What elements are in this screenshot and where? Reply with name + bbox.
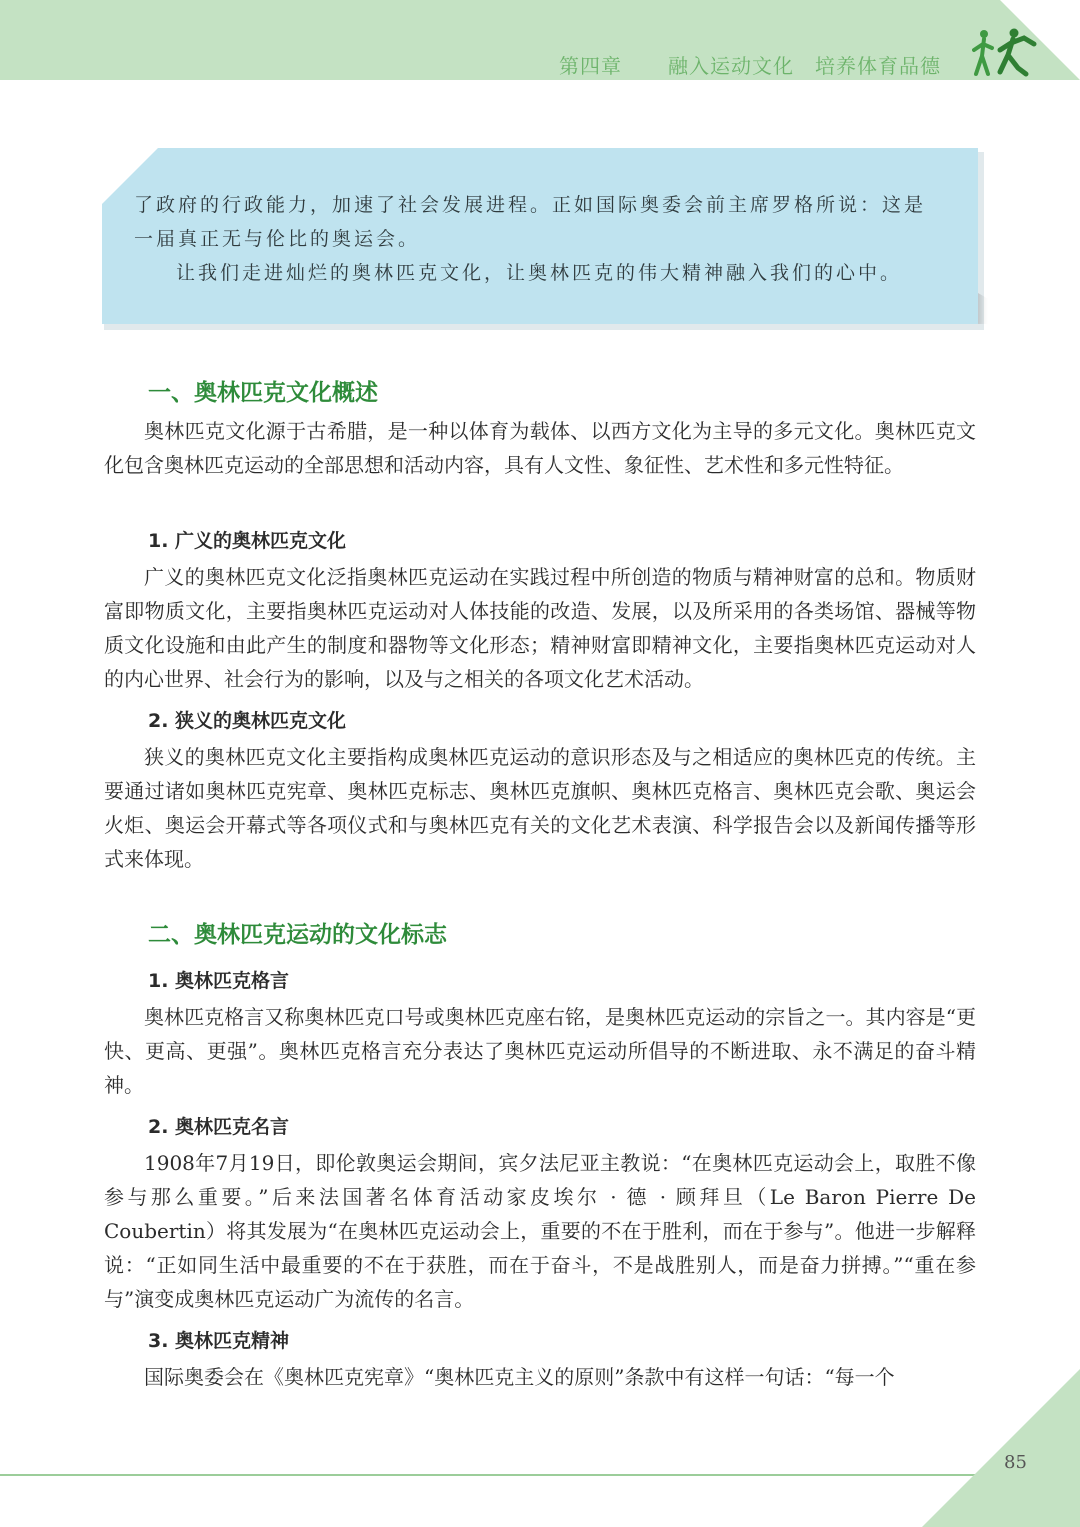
chapter-number: 第四章 [559,54,622,78]
quote-line-3: 让我们走进灿烂的奥林匹克文化，让奥林匹克的伟大精神融入我们的心中。 [176,262,903,284]
subsection-text: 1908年7月19日，即伦敦奥运会期间，宾夕法尼亚主教说：“在奥林匹克运动会上，取胜不像参与那么重要。”后来法国著名体育活动家皮埃尔 · 德 · 顾拜旦（Le Baron Pierre De Coubertin）将其发展为“在奥林匹克运动会上，重要的不在于胜利，而在于参与”。他进一步解释说：“正如同生活中最重要的不在于获胜，而在于奋斗，不是战胜别人，而是奋力拼搏。”“重在参与”演变成奥林匹克运动广为流传的名言。 [104,1151,976,1311]
quote-line-1: 了政府的行政能力，加速了社会发展进程。正如国际奥委会前主席罗格所说：这是 [134,194,927,216]
footer-corner [922,1369,1080,1527]
subsection-heading: 3. 奥林匹克精神 [148,1330,290,1352]
quote-line-2: 一届真正无与伦比的奥运会。 [134,228,421,250]
subsection-text: 狭义的奥林匹克文化主要指构成奥林匹克运动的意识形态及与之相适应的奥林匹克的传统。主要通过诸如奥林匹克宪章、奥林匹克标志、奥林匹克旗帜、奥林匹克格言、奥林匹克会歌、奥运会火炬、奥运会开幕式等各项仪式和与奥林匹克有关的文化艺术表演、科学报告会以及新闻传播等形式来体现。 [104,745,976,871]
footer-rule [0,1474,1000,1476]
subsection-heading: 2. 狭义的奥林匹克文化 [148,710,347,732]
chapter-title: 融入运动文化 培养体育品德 [668,54,941,78]
subsection-heading: 1. 奥林匹克格言 [148,970,290,992]
subsection-heading: 2. 奥林匹克名言 [148,1116,290,1138]
subsection-text: 广义的奥林匹克文化泛指奥林匹克运动在实践过程中所创造的物质与精神财富的总和。物质财富即物质文化，主要指奥林匹克运动对人体技能的改造、发展，以及所采用的各类场馆、器械等物质文化设施和由此产生的制度和器物等文化形态；精神财富即精神文化，主要指奥林匹克运动对人的内心世界、社会行为的影响，以及与之相关的各项文化艺术活动。 [104,565,976,691]
section-1-intro: 奥林匹克文化源于古希腊，是一种以体育为载体、以西方文化为主导的多元文化。奥林匹克文化包含奥林匹克运动的全部思想和活动内容，具有人文性、象征性、艺术性和多元性特征。 [104,419,976,477]
page-number: 85 [1004,1452,1027,1473]
subsection-text: 奥林匹克格言又称奥林匹克口号或奥林匹克座右铭，是奥林匹克运动的宗旨之一。其内容是“更快、更高、更强”。奥林匹克格言充分表达了奥林匹克运动所倡导的不断进取、永不满足的奋斗精神。 [104,1005,976,1097]
section-2-heading: 二、奥林匹克运动的文化标志 [148,922,447,948]
section-1-heading: 一、奥林匹克文化概述 [148,380,378,406]
subsection-text: 国际奥委会在《奥林匹克宪章》“奥林匹克主义的原则”条款中有这样一句话：“每一个 [144,1365,895,1389]
runner-icon [972,28,1038,78]
subsection-heading: 1. 广义的奥林匹克文化 [148,530,347,552]
